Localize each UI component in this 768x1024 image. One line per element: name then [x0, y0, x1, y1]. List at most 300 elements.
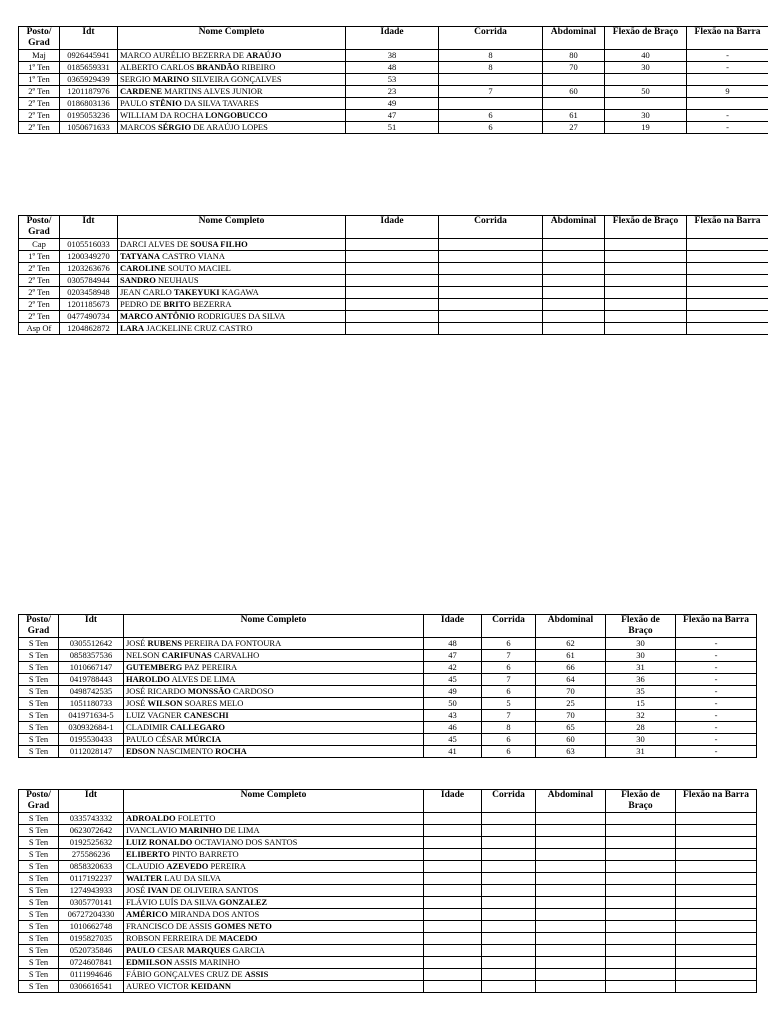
cell-nome [124, 873, 424, 885]
header-idade: Idade [424, 790, 482, 813]
cell-posto: S Ten [19, 722, 59, 734]
cell-corrida: 6 [482, 746, 536, 758]
cell-idade: 48 [424, 638, 482, 650]
table-header [19, 27, 768, 50]
header-corrida: Corrida [482, 615, 536, 638]
cell-abdominal: 63 [536, 746, 606, 758]
cell-idt: 0520735846 [59, 945, 124, 957]
cell-idt: 1201187976 [60, 86, 118, 98]
table-header [19, 615, 757, 638]
cell-corrida [439, 98, 543, 110]
cell-abdominal [536, 957, 606, 969]
table-row [19, 710, 757, 722]
name-part-emphasized: EDMILSON [126, 957, 173, 967]
cell-posto: S Ten [19, 897, 59, 909]
cell-abdominal [543, 275, 605, 287]
cell-abdominal [536, 945, 606, 957]
cell-nome [118, 50, 346, 62]
cell-posto: 2º Ten [19, 263, 60, 275]
cell-flexao-braco [606, 981, 676, 993]
name-part: JOSÉ [126, 638, 148, 648]
cell-abdominal [536, 825, 606, 837]
table-row [19, 957, 757, 969]
cell-flexao-barra [687, 98, 768, 110]
cell-abdominal: 60 [543, 86, 605, 98]
name-part-emphasized: MÚRCIA [185, 734, 222, 744]
name-part-emphasized: RUBENS [147, 638, 182, 648]
cell-idt: 0117192237 [59, 873, 124, 885]
cell-flexao-braco [605, 263, 687, 275]
cell-corrida [482, 873, 536, 885]
name-part-emphasized: CARIFUNAS [161, 650, 212, 660]
name-part: BEZERRA [190, 299, 232, 309]
cell-idt: 1204862872 [60, 323, 118, 335]
cell-abdominal [536, 861, 606, 873]
cell-flexao-braco [606, 825, 676, 837]
cell-flexao-barra [687, 311, 768, 323]
cell-flexao-barra [676, 813, 757, 825]
cell-flexao-barra [676, 837, 757, 849]
cell-idt: 06727204330 [59, 909, 124, 921]
cell-posto: S Ten [19, 921, 59, 933]
cell-flexao-braco: 36 [606, 674, 676, 686]
name-part-emphasized: LONGOBUCCO [205, 110, 268, 120]
cell-idade: 45 [424, 674, 482, 686]
cell-flexao-braco [606, 933, 676, 945]
cell-abdominal [543, 98, 605, 110]
cell-nome [118, 74, 346, 86]
table-row [19, 287, 768, 299]
cell-flexao-barra: - [687, 62, 768, 74]
name-part: CESAR [155, 945, 187, 955]
cell-idade: 51 [346, 122, 439, 134]
cell-flexao-barra [687, 299, 768, 311]
cell-idt: 0195827035 [59, 933, 124, 945]
cell-corrida [482, 957, 536, 969]
cell-flexao-barra: - [676, 674, 757, 686]
cell-nome [124, 933, 424, 945]
table-row [19, 50, 768, 62]
cell-nome [124, 734, 424, 746]
header-flexao-barra: Flexão na Barra [676, 615, 757, 638]
cell-flexao-braco: 50 [605, 86, 687, 98]
table-row [19, 825, 757, 837]
cell-corrida [439, 239, 543, 251]
cell-corrida: 7 [482, 674, 536, 686]
cell-flexao-braco: 19 [605, 122, 687, 134]
header-posto: Posto/ Grad [19, 27, 60, 50]
name-part-emphasized: AZEVEDO [166, 861, 209, 871]
table-row [19, 686, 757, 698]
cell-posto: S Ten [19, 650, 59, 662]
cell-idade [424, 873, 482, 885]
cell-nome [118, 251, 346, 263]
header-corrida: Corrida [439, 27, 543, 50]
name-part: PAULO [120, 98, 150, 108]
table-row [19, 110, 768, 122]
cell-idade [424, 981, 482, 993]
cell-abdominal: 60 [536, 734, 606, 746]
cell-flexao-braco: 30 [606, 734, 676, 746]
cell-flexao-braco [605, 98, 687, 110]
cell-posto: 2º Ten [19, 98, 60, 110]
cell-posto: 2º Ten [19, 86, 60, 98]
cell-nome [124, 861, 424, 873]
cell-corrida [439, 74, 543, 86]
name-part-emphasized: SÉRGIO [158, 122, 192, 132]
cell-flexao-braco [606, 873, 676, 885]
cell-idt: 0858320633 [59, 861, 124, 873]
cell-idt: 0477490734 [60, 311, 118, 323]
cell-idt: 041971634-5 [59, 710, 124, 722]
cell-corrida [482, 921, 536, 933]
cell-abdominal [543, 251, 605, 263]
cell-corrida [439, 323, 543, 335]
cell-idade [424, 897, 482, 909]
header-abdominal: Abdominal [543, 27, 605, 50]
name-part-emphasized: ASSIS [244, 969, 269, 979]
cell-posto: 2º Ten [19, 299, 60, 311]
cell-idt: 1201185673 [60, 299, 118, 311]
header-abdominal: Abdominal [543, 216, 605, 239]
cell-posto: Asp Of [19, 323, 60, 335]
cell-corrida [482, 933, 536, 945]
name-part: DE ARAÚJO LOPES [191, 122, 268, 132]
cell-posto: S Ten [19, 957, 59, 969]
cell-idt: 1010667147 [59, 662, 124, 674]
cell-idade [346, 263, 439, 275]
cell-flexao-braco [606, 957, 676, 969]
name-part: WILLIAM DA ROCHA [120, 110, 206, 120]
cell-flexao-braco [605, 311, 687, 323]
table-row [19, 239, 768, 251]
cell-corrida [482, 909, 536, 921]
header-nome: Nome Completo [118, 216, 346, 239]
cell-posto: Cap [19, 239, 60, 251]
cell-nome [124, 674, 424, 686]
cell-flexao-barra [676, 825, 757, 837]
table-body [19, 50, 768, 134]
cell-idt: 0498742535 [59, 686, 124, 698]
name-part-emphasized: MARCO ANTÔNIO [120, 311, 196, 321]
cell-flexao-braco: 30 [606, 650, 676, 662]
cell-idade [424, 849, 482, 861]
table-row [19, 921, 757, 933]
name-part: MIRANDA DOS ANTOS [168, 909, 260, 919]
cell-posto: S Ten [19, 981, 59, 993]
name-part: JEAN CARLO [120, 287, 174, 297]
name-part-emphasized: AMÉRICO [126, 909, 169, 919]
name-part: CARDOSO [230, 686, 274, 696]
name-part: ASSIS MARINHO [172, 957, 240, 967]
cell-posto: S Ten [19, 969, 59, 981]
cell-idade [346, 251, 439, 263]
cell-posto: S Ten [19, 746, 59, 758]
cell-posto: S Ten [19, 849, 59, 861]
cell-flexao-braco [605, 239, 687, 251]
header-flexao-braco: Flexão de Braço [606, 615, 676, 638]
table-row [19, 909, 757, 921]
cell-corrida [482, 969, 536, 981]
cell-nome [118, 86, 346, 98]
cell-flexao-braco [606, 909, 676, 921]
table-row [19, 122, 768, 134]
cell-posto: S Ten [19, 638, 59, 650]
cell-abdominal: 65 [536, 722, 606, 734]
table-row [19, 969, 757, 981]
cell-idade [346, 275, 439, 287]
cell-idt: 0186803136 [60, 98, 118, 110]
header-flexao-barra: Flexão na Barra [687, 216, 768, 239]
cell-nome [124, 921, 424, 933]
cell-flexao-braco [606, 813, 676, 825]
cell-abdominal: 61 [543, 110, 605, 122]
name-part: SOARES MELO [182, 698, 244, 708]
cell-corrida [482, 813, 536, 825]
cell-corrida [482, 825, 536, 837]
cell-idade [424, 957, 482, 969]
name-part: PAULO CÉSAR [126, 734, 186, 744]
cell-nome [118, 299, 346, 311]
cell-abdominal [543, 74, 605, 86]
cell-flexao-barra [676, 897, 757, 909]
name-part: NELSON [126, 650, 162, 660]
header-flexao-barra: Flexão na Barra [676, 790, 757, 813]
cell-posto: S Ten [19, 885, 59, 897]
header-flexao-barra: Flexão na Barra [687, 27, 768, 50]
cell-nome [124, 849, 424, 861]
table-row [19, 933, 757, 945]
name-part-emphasized: SANDRO [120, 275, 156, 285]
cell-idade [346, 287, 439, 299]
cell-posto: S Ten [19, 933, 59, 945]
cell-posto: S Ten [19, 813, 59, 825]
name-part: RIBEIRO [239, 62, 276, 72]
cell-idade: 23 [346, 86, 439, 98]
table-row [19, 722, 757, 734]
cell-flexao-barra: - [687, 50, 768, 62]
cell-posto: S Ten [19, 825, 59, 837]
cell-abdominal [536, 813, 606, 825]
cell-flexao-barra [687, 239, 768, 251]
header-posto: Posto/ Grad [19, 615, 59, 638]
cell-flexao-barra: - [687, 122, 768, 134]
name-part-emphasized: CAROLINE [120, 263, 166, 273]
table-body [19, 813, 757, 993]
cell-nome [118, 263, 346, 275]
cell-corrida: 7 [439, 86, 543, 98]
cell-flexao-barra: - [687, 110, 768, 122]
name-part-emphasized: STÊNIO [149, 98, 182, 108]
cell-corrida [439, 275, 543, 287]
cell-nome [118, 275, 346, 287]
header-idt: Idt [59, 615, 124, 638]
cell-idade [346, 311, 439, 323]
cell-abdominal [536, 849, 606, 861]
table-row [19, 251, 768, 263]
cell-abdominal: 25 [536, 698, 606, 710]
cell-nome [124, 837, 424, 849]
cell-idade: 43 [424, 710, 482, 722]
cell-idade [424, 909, 482, 921]
cell-idt: 0105516033 [60, 239, 118, 251]
cell-idt: 0306616541 [59, 981, 124, 993]
name-part: NEUHAUS [155, 275, 199, 285]
roster-table-4 [18, 789, 757, 993]
cell-idt: 1274943933 [59, 885, 124, 897]
cell-posto: 2º Ten [19, 122, 60, 134]
name-part: ALBERTO CARLOS [120, 62, 197, 72]
name-part: JOSÉ RICARDO [126, 686, 188, 696]
cell-flexao-barra: - [676, 746, 757, 758]
cell-idt: 0192525632 [59, 837, 124, 849]
table-row [19, 86, 768, 98]
cell-nome [118, 287, 346, 299]
cell-flexao-barra [676, 981, 757, 993]
cell-posto: 1º Ten [19, 251, 60, 263]
cell-flexao-braco: 35 [606, 686, 676, 698]
cell-posto: S Ten [19, 909, 59, 921]
cell-idade: 47 [346, 110, 439, 122]
table-row [19, 323, 768, 335]
cell-idt: 0419788443 [59, 674, 124, 686]
table-header [19, 790, 757, 813]
cell-nome [118, 323, 346, 335]
cell-idt: 0926445941 [60, 50, 118, 62]
cell-abdominal [543, 299, 605, 311]
name-part: ROBSON FERREIRA DE [126, 933, 219, 943]
cell-idade: 53 [346, 74, 439, 86]
cell-flexao-barra [687, 323, 768, 335]
cell-corrida [482, 861, 536, 873]
cell-idade [424, 933, 482, 945]
cell-idade: 50 [424, 698, 482, 710]
cell-abdominal [536, 897, 606, 909]
cell-idt: 1200349270 [60, 251, 118, 263]
cell-nome [124, 957, 424, 969]
name-part: DE OLIVEIRA SANTOS [168, 885, 259, 895]
cell-abdominal: 62 [536, 638, 606, 650]
name-part: JOSÉ [126, 698, 148, 708]
header-flexao-braco: Flexão de Braço [606, 790, 676, 813]
table-row [19, 873, 757, 885]
cell-flexao-braco: 31 [606, 746, 676, 758]
table-row [19, 638, 757, 650]
name-part: MARCOS [120, 122, 159, 132]
cell-flexao-braco: 15 [606, 698, 676, 710]
header-nome: Nome Completo [124, 615, 424, 638]
cell-corrida [482, 897, 536, 909]
cell-idt: 1203263676 [60, 263, 118, 275]
table-row [19, 981, 757, 993]
cell-nome [124, 638, 424, 650]
cell-nome [124, 969, 424, 981]
cell-corrida: 7 [482, 710, 536, 722]
cell-flexao-barra: - [676, 662, 757, 674]
name-part: CARVALHO [211, 650, 260, 660]
name-part-emphasized: CANESCHI [183, 710, 229, 720]
cell-abdominal [536, 981, 606, 993]
cell-idt: 0335743332 [59, 813, 124, 825]
name-part-emphasized: ROCHA [215, 746, 247, 756]
cell-idt: 0203458948 [60, 287, 118, 299]
name-part-emphasized: MARINHO [179, 825, 223, 835]
header-idt: Idt [59, 790, 124, 813]
table-body [19, 239, 768, 335]
table-row [19, 746, 757, 758]
cell-nome [124, 981, 424, 993]
cell-flexao-barra [676, 969, 757, 981]
table-row [19, 897, 757, 909]
cell-abdominal [536, 837, 606, 849]
name-part: CLADIMIR [126, 722, 171, 732]
table-row [19, 813, 757, 825]
table-row [19, 698, 757, 710]
cell-flexao-barra: - [676, 698, 757, 710]
cell-flexao-barra: 9 [687, 86, 768, 98]
cell-nome [118, 110, 346, 122]
cell-flexao-barra [676, 957, 757, 969]
name-part-emphasized: HAROLDO [126, 674, 170, 684]
cell-abdominal [536, 873, 606, 885]
table-row [19, 945, 757, 957]
cell-corrida [482, 837, 536, 849]
cell-idt: 0858357536 [59, 650, 124, 662]
cell-idt: 0111994646 [59, 969, 124, 981]
cell-idade [346, 299, 439, 311]
name-part: OCTAVIANO DOS SANTOS [192, 837, 298, 847]
cell-nome [124, 897, 424, 909]
name-part: LAU DA SILVA [162, 873, 221, 883]
cell-abdominal [543, 287, 605, 299]
cell-idt: 0623072642 [59, 825, 124, 837]
cell-flexao-braco [605, 323, 687, 335]
name-part-emphasized: CARDENE [120, 86, 163, 96]
cell-idt: 030932684-1 [59, 722, 124, 734]
cell-corrida: 8 [439, 62, 543, 74]
cell-corrida: 6 [439, 122, 543, 134]
cell-flexao-barra: - [676, 686, 757, 698]
cell-posto: S Ten [19, 710, 59, 722]
cell-nome [118, 239, 346, 251]
name-part: JACKELINE CRUZ CASTRO [144, 323, 253, 333]
cell-idade [424, 945, 482, 957]
cell-abdominal: 61 [536, 650, 606, 662]
name-part: FÁBIO GONÇALVES CRUZ DE [126, 969, 245, 979]
cell-corrida [482, 849, 536, 861]
name-part: MARTINS ALVES JUNIOR [162, 86, 263, 96]
cell-abdominal [536, 885, 606, 897]
table-row [19, 734, 757, 746]
cell-nome [124, 662, 424, 674]
cell-corrida: 6 [482, 638, 536, 650]
cell-idade [424, 861, 482, 873]
cell-idt: 0195530433 [59, 734, 124, 746]
cell-idt: 0195053236 [60, 110, 118, 122]
cell-corrida: 7 [482, 650, 536, 662]
roster-table-2 [18, 215, 768, 335]
name-part: ALVES DE LIMA [169, 674, 236, 684]
table-header [19, 216, 768, 239]
name-part-emphasized: SOUSA FILHO [190, 239, 248, 249]
cell-idade: 49 [424, 686, 482, 698]
name-part-emphasized: CALLEGARO [170, 722, 225, 732]
name-part: JOSÉ [126, 885, 148, 895]
name-part: PEREIRA [208, 861, 246, 871]
cell-flexao-barra [676, 861, 757, 873]
cell-posto: S Ten [19, 674, 59, 686]
cell-flexao-barra [687, 287, 768, 299]
